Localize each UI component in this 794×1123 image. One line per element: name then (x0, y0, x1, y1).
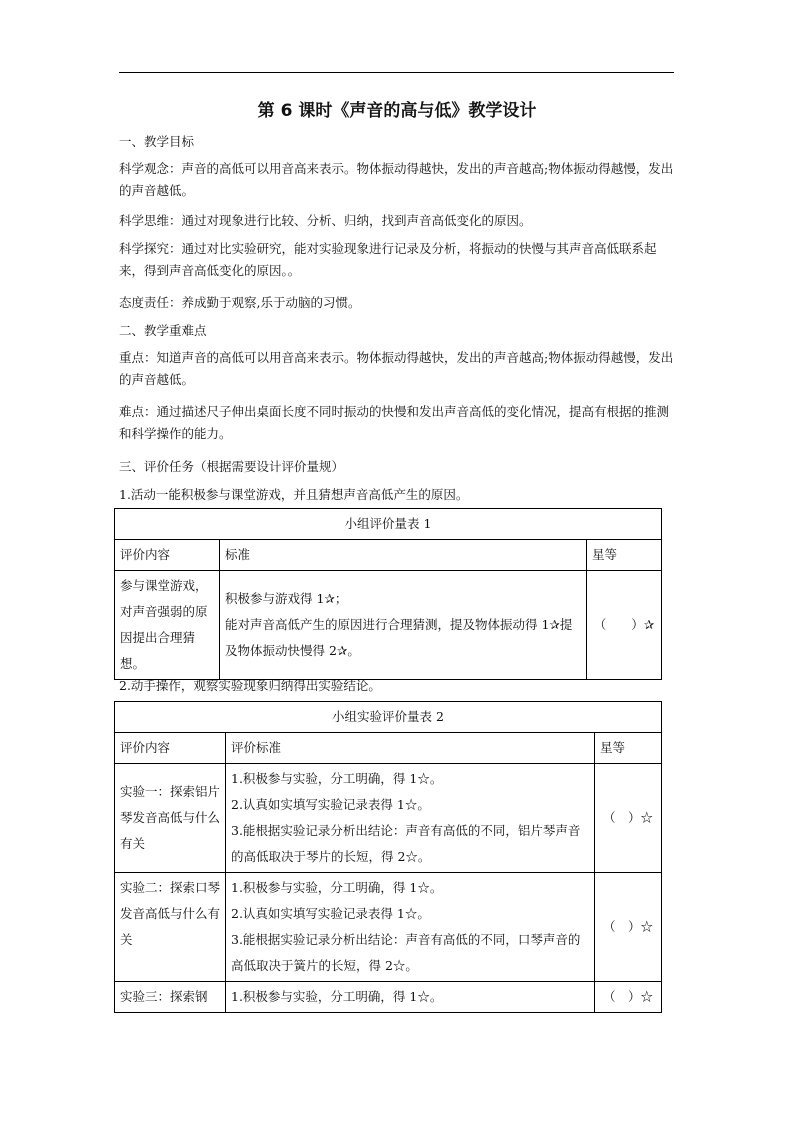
table-row (115, 571, 662, 680)
document-title: 第 6 课时《声音的高与低》教学设计 (257, 101, 537, 121)
table1-header-content: 评价内容 (115, 540, 220, 571)
criteria-line: 2.认真如实填写实验记录表得 1☆。 (231, 906, 430, 921)
table2-caption: 小组实验评价量表 2 (115, 702, 662, 733)
evaluation-table-2 (114, 701, 662, 1013)
table1-header-criteria: 标准 (220, 540, 587, 571)
criteria-line: 2.认真如实填写实验记录表得 1☆。 (231, 797, 430, 812)
table2-row3-content: 实验三：探索钢 (115, 982, 226, 1013)
goal-thinking: 科学思维：通过对现象进行比较、分析、归纳，找到声音高低变化的原因。 (119, 213, 532, 228)
table2-header-stars: 星等 (595, 733, 662, 764)
criteria-line: 3.能根据实验记录分析出结论：声音有高低的不同，口琴声音的高低取决于簧片的长短，得 2☆。 (231, 932, 581, 973)
table1-header-stars: 星等 (587, 540, 662, 571)
section3-heading: 三、评价任务（根据需要设计评价量规） (119, 459, 345, 474)
evaluation-table-1 (114, 508, 662, 680)
criteria-line: 1.积极参与实验，分工明确，得 1☆。 (231, 880, 443, 895)
table2-row2-criteria (226, 873, 595, 982)
criteria-line: 1.积极参与实验，分工明确，得 1☆。 (231, 989, 443, 1004)
table2-header-criteria: 评价标准 (226, 733, 595, 764)
table-row (115, 982, 662, 1013)
section1-heading: 一、教学目标 (119, 134, 195, 149)
goal-inquiry: 科学探究：通过对比实验研究，能对实验现象进行记录及分析，将振动的快慢与其声音高低联系起来，得到声音高低变化的原因。。 (119, 241, 657, 278)
table2-header-content: 评价内容 (115, 733, 226, 764)
table-row (115, 873, 662, 982)
goal-concept: 科学观念：声音的高低可以用音高来表示。物体振动得越快，发出的声音越高;物体振动得越慢，发出的声音越低。 (119, 161, 674, 198)
section2-heading: 二、教学重难点 (119, 323, 207, 338)
table2-row1-criteria (226, 764, 595, 873)
table1-row-content: 参与课堂游戏，对声音强弱的原因提出合理猜想。 (115, 571, 220, 680)
key-point: 重点：知道声音的高低可以用音高来表示。物体振动得越快，发出的声音越高;物体振动得越慢，发出的声音越低。 (119, 350, 674, 387)
difficult-point: 难点：通过描述尺子伸出桌面长度不同时振动的快慢和发出声音高低的变化情况，提高有根据的推测和科学操作的能力。 (119, 404, 670, 441)
table1-row-stars: （ ）✰ (587, 571, 662, 680)
table2-row1-content: 实验一：探索铝片琴发音高低与什么有关 (115, 764, 226, 873)
goal-attitude: 态度责任：养成勤于观察,乐于动脑的习惯。 (119, 295, 361, 310)
table1-row-criteria (220, 571, 587, 680)
table2-row3-criteria (226, 982, 595, 1013)
task-2: 2.动手操作，观察实验现象归纳得出实验结论。 (119, 678, 381, 693)
criteria-line: 能对声音高低产生的原因进行合理猜测，提及物体振动得 1✰提及物体振动快慢得 2✰。 (225, 617, 573, 658)
table2-row1-stars: （ ）☆ (595, 764, 662, 873)
criteria-line: 1.积极参与实验，分工明确，得 1☆。 (231, 771, 443, 786)
table2-row2-stars: （ ）☆ (595, 873, 662, 982)
table2-row3-stars: （ ）☆ (595, 982, 662, 1013)
table1-caption: 小组评价量表 1 (115, 509, 662, 540)
task-1: 1.活动一能积极参与课堂游戏，并且猜想声音高低产生的原因。 (119, 487, 469, 502)
criteria-line: 积极参与游戏得 1✰； (225, 591, 348, 606)
table2-row2-content: 实验二：探索口琴发音高低与什么有关 (115, 873, 226, 982)
criteria-line: 3.能根据实验记录分析出结论：声音有高低的不同，铝片琴声音的高低取决于琴片的长短，得 2☆。 (231, 823, 581, 864)
table-row (115, 764, 662, 873)
header-rule (119, 72, 674, 73)
